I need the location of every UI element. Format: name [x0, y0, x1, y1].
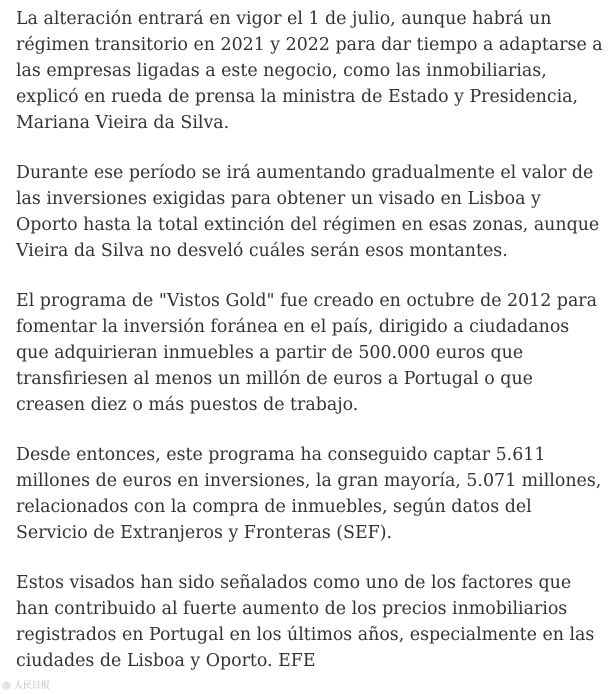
- paragraph-2: Durante ese período se irá aumentando gradualmente el valor de las inversiones exigidas para obtener un visado en Lisboa y Oporto hasta la total extinción del régimen en esas zonas, aunque Vieira da Silva no desveló cuáles serán esos montantes.: [16, 163, 600, 261]
- watermark: @ 人民日报: [2, 681, 50, 691]
- paragraph-5: Estos visados han sido señalados como uno de los factores que han contribuido al fuerte aumento de los precios inmobiliarios registrados en Portugal en los últimos años, especialmente en las ciudades de Lisboa y Oporto. EFE: [16, 573, 595, 671]
- paragraph-4: Desde entonces, este programa ha conseguido captar 5.611 millones de euros en inversiones, la gran mayoría, 5.071 millones, relacionados con la compra de inmuebles, según datos del Servicio de Extranjeros y Fronteras (SEF).: [16, 445, 602, 543]
- article-body: [16, 6, 606, 674]
- paragraph-1: La alteración entrará en vigor el 1 de julio, aunque habrá un régimen transitorio en 2021 y 2022 para dar tiempo a adaptarse a las empresas ligadas a este negocio, como las inmobiliarias, explicó en rueda de prensa la ministra de Estado y Presidencia, Mariana Vieira da Silva.: [16, 9, 603, 133]
- paragraph-3: El programa de "Vistos Gold" fue creado en octubre de 2012 para fomentar la inversión foránea en el país, dirigido a ciudadanos que adquirieran inmuebles a partir de 500.000 euros que transfiriesen al menos un millón de euros a Portugal o que creasen diez o más puestos de trabajo.: [16, 291, 597, 415]
